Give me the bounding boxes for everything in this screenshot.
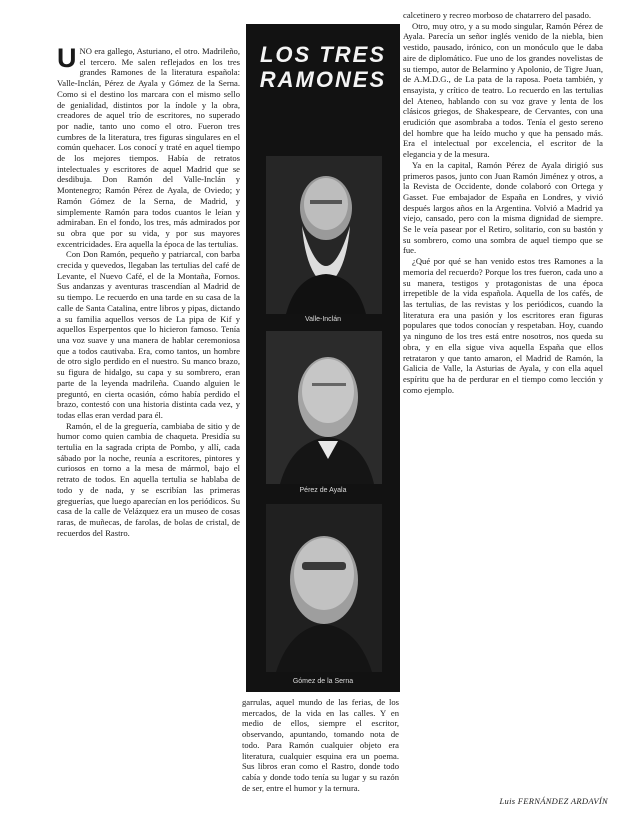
article-column-middle [242, 697, 399, 812]
article-column-right [403, 10, 603, 792]
article-paragraph: ¿Qué por qué se han venido estos tres Ramones a la memoria del recuerdo? Porque los tres fueron, cada uno a su manera, testigos y protagonistas de una época irrepetible de la vida española. Aquella de los cafés, de las tertulias, de las revistas y los periódicos, cuando la literatura era una pasión y los escritores eran figuras populares que todos conocían y respetaban. Hoy, cuando ya ninguno de los tres está entre nosotros, nos queda su obra, y en ella sigue viva aquella España que ellos retrataron y que tanto amaron, el Madrid de Ramón, la Galicia de Valle, la Asturias de Ayala, y con ella aquel espíritu que ha de perdurar en el tiempo como lección y como ejemplo. [403, 256, 603, 395]
article-column-left [57, 46, 240, 810]
article-paragraph: garrulas, aquel mundo de las ferias, de los mercados, de la vida en las calles. Y en medio de ellos, siempre el escritor, observando, apuntando, tomando nota de todo. Para Ramón cualquier objeto era literatura, cualquier esquina era un poema. Sus libros eran como el Rastro, donde todo cabía y donde todo tenía su lugar y su razón de ser, entre el humor y la ternura. [242, 697, 399, 793]
portrait-caption: Pérez de Ayala [299, 487, 347, 494]
article-paragraph: UNO era gallego, Asturiano, el otro. Madrileño, el tercero. Me salen reflejados en los tres grandes Ramones de la literatura española: Valle-Inclán, Pérez de Ayala y Gómez de la Serna. Como si el destino los marcara con el mismo sello de genialidad, distintos por la índole y la obra, creadores de aquel trío de escritores, no superado por nadie, tanto uno como el otro. Fueron tres cumbres de la literatura, tres figuras singulares en el común quehacer. Los conocí y traté en aquel tiempo de los mejores tiempos. Había de retratos intelectuales y escritores de aquel Madrid que se desdibuja. Don Ramón del Valle-Inclán y Montenegro; Ramón Pérez de Ayala, de Oviedo; y Ramón Gómez de la Serna, de Madrid, y simplemente Ramón para todos cuantos le leían y admiraban. En el fondo, los tres, más admirados por su obra que por su vida, y por sus mayores excentricidades. Era aquella la época de las tertulias. [57, 46, 240, 249]
article-paragraph: Ya en la capital, Ramón Pérez de Ayala dirigió sus primeros pasos, junto con Juan Ramón Jiménez y otros, a la Revista de Occidente, donde colaboró con Ortega y Gasset. Fue embajador de España en Londres, y vivió después largos años en la Argentina. Volvió a Madrid ya viejo, cansado, pero con la misma dignidad de siempre. Se le veía pasear por el Retiro, solitario, con su bastón y su sombrero, como una sombra de aquel tiempo que se fue. [403, 159, 603, 256]
portrait-caption: Gómez de la Serna [292, 678, 354, 685]
article-paragraph: calcetinero y recreo morboso de chatarrero del pasado. [403, 10, 592, 20]
portrait-photo-gomez-de-la-serna [266, 504, 382, 672]
article-paragraph: Otro, muy otro, y a su modo singular, Ramón Pérez de Ayala. Parecía un señor inglés venido de la niebla, bien vestido, pausado, irónico, con un monóculo que le daba aire de diplomático. Fue uno de los grandes novelistas de su tiempo, autor de Belarmino y Apolonio, de Tigre Juan, de A.M.D.G., de La pata de la raposa. Poeta también, y ensayista, y crítico de teatro. Lo recuerdo en las tertulias del Ateneo, hablando con su voz grave y lenta de los clásicos griegos, de Shakespeare, de Cervantes, con una erudición que asombraba a todos. Tenía el gesto sereno del hombre que ha leído mucho y que ha pensado más. Era el intelectual por excelencia, el escritor de la elegancia y de la mesura. [403, 20, 603, 160]
article-title: LOS TRES RAMONES [259, 42, 387, 92]
author-signature: Luis FERNÁNDEZ ARDAVÍN [499, 796, 608, 806]
article-paragraph: Con Don Ramón, pequeño y patriarcal, con barba crecida y quevedos, llegaban las tertulias del café de Levante, el Nuevo Café, el de la Montaña, Fornos. Sus andanzas y aventuras trascendían al Madrid de su tiempo. Le recuerdo en una tarde en su casa de la calle de Santa Catalina, entre libros y pipas, dictando a su familia aquellos versos de La pipa de Kif y aquellos Esperpentos que lo hicieron famoso. Tenía una voz suave y una manera de hablar ceremoniosa que a todos cautivaba. Era, como tantos, un hombre de otro siglo perdido en el nuestro. Su manco brazo, su figura de hidalgo, su capa y su sombrero, eran parte de la leyenda madrileña. Cuando alguien le preguntó, en cierta ocasión, cómo había perdido el brazo, contestó con una historia distinta cada vez, y todas ellas eran verdad para él. [57, 249, 240, 420]
portrait-caption: Valle-Inclán [304, 316, 342, 323]
article-paragraph: Ramón, el de la greguería, cambiaba de sitio y de humor como quien cambia de chaqueta. Presidía su tertulia en la sagrada cripta de Pombo, y allí, cada sábado por la noche, reunía a escritores, pintores y curiosos en torno a la mesa de mármol, bajo el retrato de todos. En aquella tertulia se hablaba de todo y de nada, y se escribían las primeras greguerías, que luego aparecían en los periódicos. Su casa de la calle de Velázquez era un museo de cosas raras, de muñecas, de farolas, de bolas de cristal, de recuerdos del Rastro. [57, 420, 240, 538]
portrait-photo-valle-inclan [266, 156, 382, 314]
drop-cap: U [57, 46, 77, 73]
portrait-photo-perez-de-ayala [266, 331, 382, 484]
title-panel [246, 24, 400, 692]
